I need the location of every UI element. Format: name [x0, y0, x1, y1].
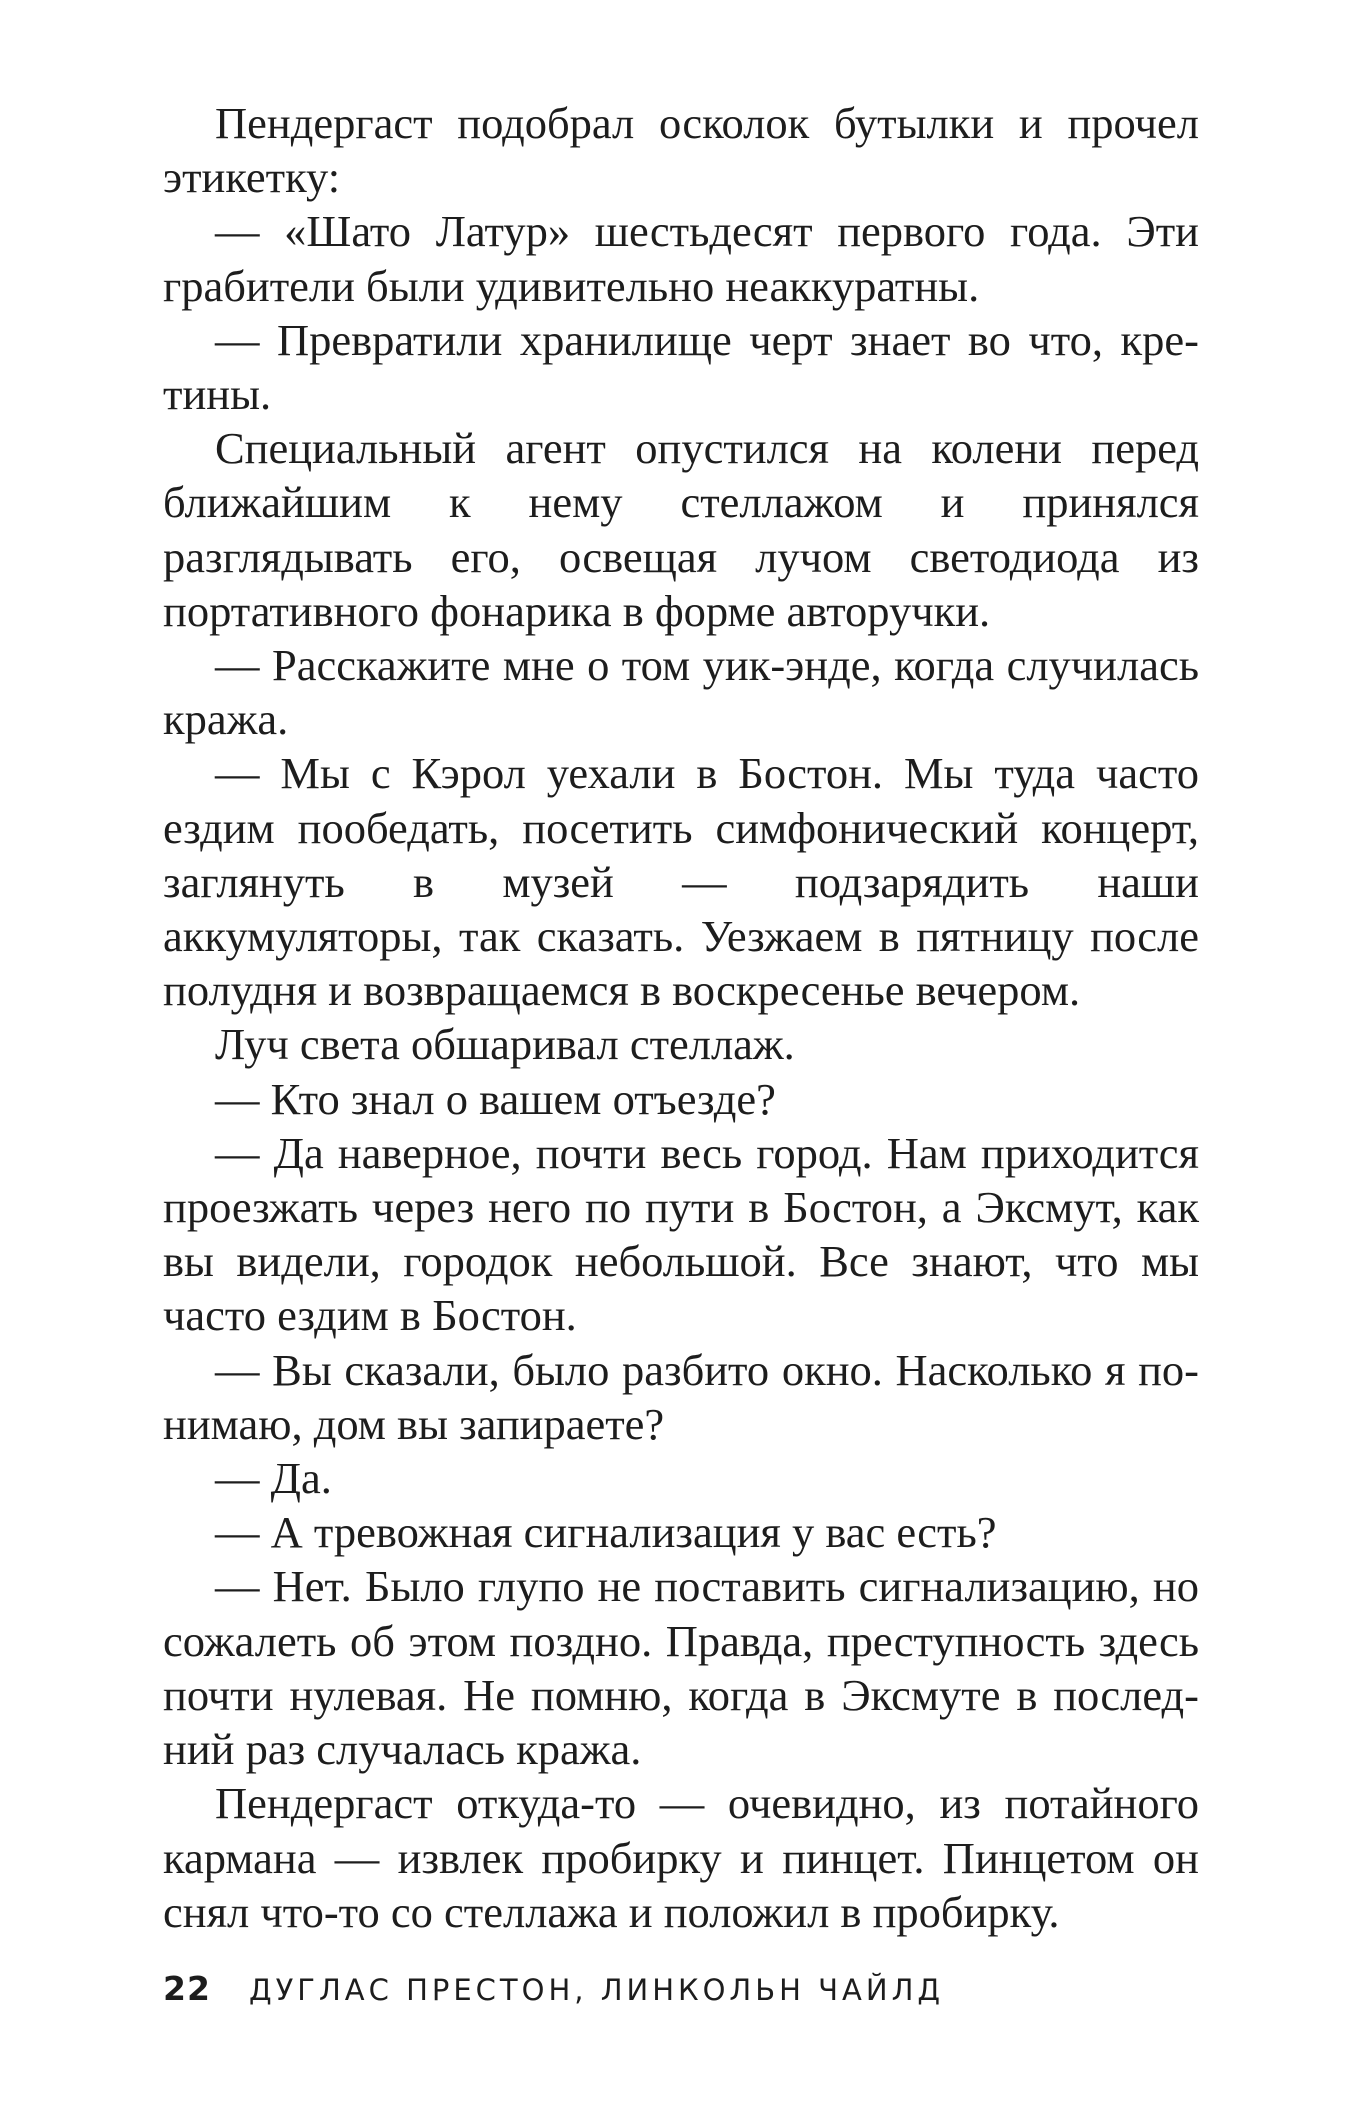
paragraph: — Превратили хранилище черт знает во что, кретины.: [163, 314, 1199, 420]
paragraph: Специальный агент опустился на колени перед ближайшим к нему стеллажом и принялся разглядывать его, освещая лучом светодиода из портативного фонарика в форме авторучки.: [163, 423, 1199, 636]
page-footer: [163, 1969, 944, 2013]
paragraph: Пендергаст подобрал осколок бутылки и прочел этикетку:: [163, 98, 1199, 203]
paragraph: — Да наверное, почти весь город. Нам приходится проезжать через него по пути в Бостон, а Эксмут, как вы видели, городок небольшой. Все знают, что мы часто ездим в Бостон.: [163, 1127, 1199, 1341]
paragraph: Луч света обшаривал стеллаж.: [215, 1019, 795, 1070]
paragraph: — «Шато Латур» шестьдесят первого года. Эти грабители были удивительно неаккуратны.: [163, 206, 1199, 311]
paragraph: — Мы с Кэрол уехали в Бостон. Мы туда часто ездим пообедать, посетить симфонический концерт, заглянуть в музей — подзарядить наши аккумуляторы, так сказать. Уезжаем в пятницу после полудня и возвращаемся в воскресенье вечером.: [163, 748, 1199, 1016]
paragraph: Пендергаст откуда-то — очевидно, из потайного кармана — извлек пробирку и пинцет. Пинцетом он снял что-то со стеллажа и положил в пробирку.: [163, 1778, 1199, 1937]
paragraph: — Нет. Было глупо не поставить сигнализацию, но сожалеть об этом поздно. Правда, преступность здесь почти нулевая. Не помню, когда в Эксмуте в последний раз случалась кража.: [163, 1561, 1199, 1775]
running-title: ДУГЛАС ПРЕСТОН, ЛИНКОЛЬН ЧАЙЛД: [248, 1973, 945, 2007]
paragraph: — Кто знал о вашем отъезде?: [215, 1073, 776, 1124]
page-number: 22: [163, 1969, 211, 2008]
paragraph: — Вы сказали, было разбито окно. Насколько я понимаю, дом вы запираете?: [163, 1344, 1199, 1449]
body-text: [163, 96, 1199, 1939]
paragraph: — Расскажите мне о том уик-энде, когда случилась кража.: [163, 640, 1199, 745]
paragraph: — Да.: [215, 1453, 332, 1504]
paragraph: — А тревожная сигнализация у вас есть?: [215, 1507, 997, 1558]
